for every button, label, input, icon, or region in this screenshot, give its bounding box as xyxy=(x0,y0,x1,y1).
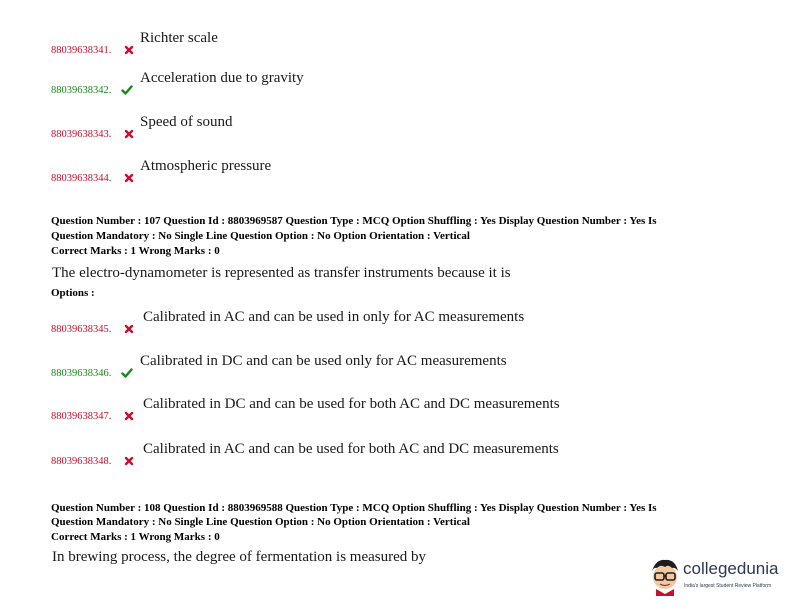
option-id: 88039638344. xyxy=(51,173,112,184)
option-text: Calibrated in DC and can be used only for AC measurements xyxy=(140,353,507,369)
cross-icon xyxy=(123,455,135,467)
question-meta: Question Mandatory : No Single Line Question Option : No Option Orientation : Vertical xyxy=(51,516,470,528)
option-id: 88039638348. xyxy=(51,456,112,467)
question-meta: Question Mandatory : No Single Line Question Option : No Option Orientation : Vertical xyxy=(51,230,470,242)
option-text: Atmospheric pressure xyxy=(140,158,272,174)
question-marks: Correct Marks : 1 Wrong Marks : 0 xyxy=(51,531,220,543)
question-stem: The electro-dynamometer is represented as transfer instruments because it is xyxy=(52,265,511,281)
logo-tagline: India's largest Student Review Platform xyxy=(684,583,772,589)
option-id: 88039638345. xyxy=(51,324,112,335)
option-text: Richter scale xyxy=(140,30,218,46)
option-id: 88039638342. xyxy=(51,85,112,96)
question-meta: Question Number : 107 Question Id : 8803969587 Question Type : MCQ Option Shuffling : Yes Display Question Number : Yes Is xyxy=(51,215,657,227)
student-mascot-icon xyxy=(648,556,682,596)
option-text: Calibrated in AC and can be used in only for AC measurements xyxy=(143,309,525,325)
option-id: 88039638347. xyxy=(51,411,112,422)
question-marks: Correct Marks : 1 Wrong Marks : 0 xyxy=(51,245,220,257)
option-text: Calibrated in DC and can be used for both AC and DC measurements xyxy=(143,396,560,412)
cross-icon xyxy=(123,128,135,140)
checkmark-icon xyxy=(121,367,133,379)
cross-icon xyxy=(123,172,135,184)
option-id: 88039638341. xyxy=(51,45,112,56)
cross-icon xyxy=(123,410,135,422)
logo-wordmark: collegedunia xyxy=(683,559,779,578)
checkmark-icon xyxy=(121,84,133,96)
option-id: 88039638346. xyxy=(51,368,112,379)
question-stem: In brewing process, the degree of fermentation is measured by xyxy=(52,549,427,565)
collegedunia-logo xyxy=(648,556,784,598)
question-meta: Question Number : 108 Question Id : 8803969588 Question Type : MCQ Option Shuffling : Yes Display Question Number : Yes Is xyxy=(51,502,657,514)
option-text: Calibrated in AC and can be used for both AC and DC measurements xyxy=(143,441,559,457)
options-label: Options : xyxy=(51,287,95,299)
option-text: Acceleration due to gravity xyxy=(140,70,304,86)
cross-icon xyxy=(123,44,135,56)
cross-icon xyxy=(123,323,135,335)
option-id: 88039638343. xyxy=(51,129,112,140)
option-text: Speed of sound xyxy=(140,114,233,130)
